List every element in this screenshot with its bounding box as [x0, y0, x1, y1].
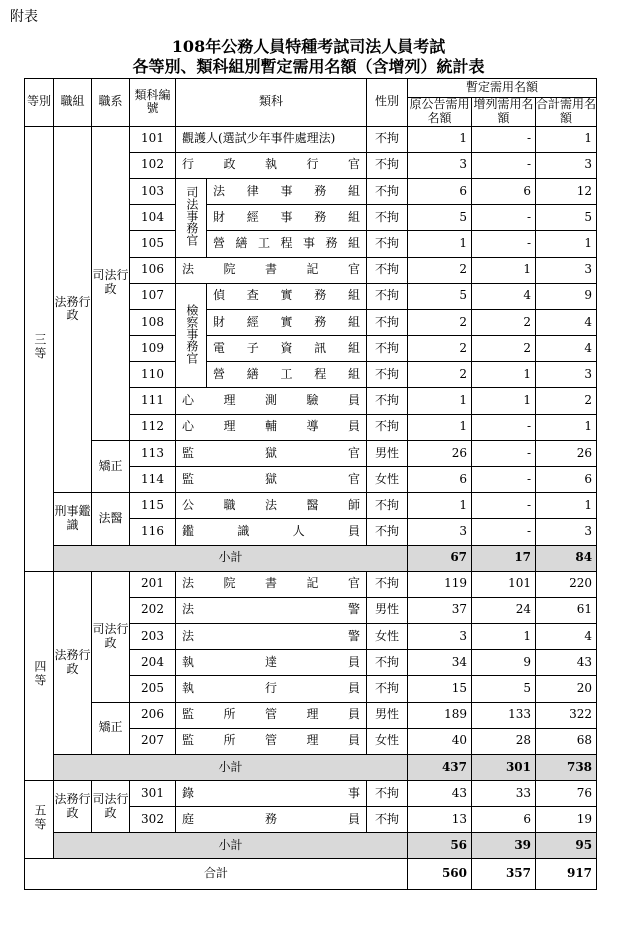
category-no: 201 — [130, 571, 176, 597]
category-no: 202 — [130, 597, 176, 623]
quota-table — [24, 78, 597, 890]
category-no: 204 — [130, 650, 176, 676]
attachment-label: 附表 — [10, 9, 38, 25]
gender: 不拘 — [367, 178, 408, 204]
added-quota: 1 — [472, 388, 536, 414]
gender: 不拘 — [367, 362, 408, 388]
added-quota: 101 — [472, 571, 536, 597]
orig-quota: 40 — [408, 728, 472, 754]
subtotal-label: 小計 — [54, 833, 408, 859]
gender: 女性 — [367, 467, 408, 493]
category-no: 205 — [130, 676, 176, 702]
subtotal-added: 39 — [472, 833, 536, 859]
gender: 不拘 — [367, 519, 408, 545]
duty-group-law-admin: 法務行政 — [54, 780, 92, 832]
added-quota: 4 — [472, 283, 536, 309]
duty-group-forensic: 刑事鑑識 — [54, 493, 92, 545]
gender: 女性 — [367, 728, 408, 754]
category-name: 執行員 — [176, 676, 367, 702]
orig-quota: 1 — [408, 126, 472, 152]
added-quota: - — [472, 414, 536, 440]
subtotal-label: 小計 — [54, 545, 408, 571]
total-quota: 3 — [536, 362, 597, 388]
total-quota: 2 — [536, 388, 597, 414]
total-quota: 322 — [536, 702, 597, 728]
duty-series-judicial-admin: 司法行政 — [92, 571, 130, 702]
category-no: 105 — [130, 231, 176, 257]
gender: 女性 — [367, 623, 408, 649]
header-gender: 性別 — [367, 79, 408, 127]
category-name: 監所管理員 — [176, 702, 367, 728]
header-category-no: 類科編號 — [130, 79, 176, 127]
category-no: 206 — [130, 702, 176, 728]
grand-total-label: 合計 — [25, 859, 408, 890]
subtotal-total: 95 — [536, 833, 597, 859]
page-title: 108年公務人員特種考試司法人員考試 — [171, 37, 446, 56]
category-name: 法律事務組 — [207, 178, 367, 204]
category-name: 偵查實務組 — [207, 283, 367, 309]
orig-quota: 3 — [408, 623, 472, 649]
total-quota: 4 — [536, 309, 597, 335]
orig-quota: 15 — [408, 676, 472, 702]
duty-group-law-admin: 法務行政 — [54, 571, 92, 754]
added-quota: - — [472, 205, 536, 231]
total-quota: 9 — [536, 283, 597, 309]
total-quota: 43 — [536, 650, 597, 676]
grade-3-cell: 三等 — [25, 126, 54, 571]
category-name: 營繕工程組 — [207, 362, 367, 388]
orig-quota: 3 — [408, 152, 472, 178]
grade-4-cell: 四等 — [25, 571, 54, 780]
added-quota: 133 — [472, 702, 536, 728]
gender: 不拘 — [367, 283, 408, 309]
category-name: 營繕工程事務組 — [207, 231, 367, 257]
category-name: 公職法醫師 — [176, 493, 367, 519]
added-quota: 33 — [472, 780, 536, 806]
gender: 不拘 — [367, 205, 408, 231]
category-name: 法院書記官 — [176, 571, 367, 597]
orig-quota: 6 — [408, 178, 472, 204]
orig-quota: 1 — [408, 414, 472, 440]
subtotal-orig: 437 — [408, 754, 472, 780]
category-no: 302 — [130, 807, 176, 833]
total-quota: 20 — [536, 676, 597, 702]
orig-quota: 1 — [408, 231, 472, 257]
orig-quota: 119 — [408, 571, 472, 597]
category-name: 法警 — [176, 597, 367, 623]
added-quota: 2 — [472, 309, 536, 335]
header-duty-group: 職組 — [54, 79, 92, 127]
gender: 不拘 — [367, 126, 408, 152]
total-quota: 4 — [536, 623, 597, 649]
category-no: 101 — [130, 126, 176, 152]
gender: 男性 — [367, 440, 408, 466]
total-quota: 1 — [536, 493, 597, 519]
category-no: 104 — [130, 205, 176, 231]
duty-group-law-admin: 法務行政 — [54, 126, 92, 493]
total-quota: 1 — [536, 414, 597, 440]
total-quota: 220 — [536, 571, 597, 597]
subtotal-total: 738 — [536, 754, 597, 780]
gender: 不拘 — [367, 780, 408, 806]
total-quota: 6 — [536, 467, 597, 493]
subtotal-orig: 56 — [408, 833, 472, 859]
gender: 不拘 — [367, 152, 408, 178]
total-quota: 26 — [536, 440, 597, 466]
orig-quota: 6 — [408, 467, 472, 493]
added-quota: - — [472, 493, 536, 519]
orig-quota: 2 — [408, 362, 472, 388]
gender: 男性 — [367, 597, 408, 623]
gender: 不拘 — [367, 336, 408, 362]
judicial-affairs-officer-label: 司法事務官 — [176, 178, 207, 257]
grand-total-added: 357 — [472, 859, 536, 890]
category-name: 行政執行官 — [176, 152, 367, 178]
header-temp-quota: 暫定需用名額 — [408, 79, 597, 98]
added-quota: - — [472, 440, 536, 466]
category-name: 心理輔導員 — [176, 414, 367, 440]
added-quota: 1 — [472, 623, 536, 649]
orig-quota: 37 — [408, 597, 472, 623]
total-quota: 5 — [536, 205, 597, 231]
gender: 不拘 — [367, 493, 408, 519]
orig-quota: 1 — [408, 388, 472, 414]
gender: 不拘 — [367, 676, 408, 702]
gender: 不拘 — [367, 650, 408, 676]
total-quota: 4 — [536, 336, 597, 362]
category-name: 法院書記官 — [176, 257, 367, 283]
category-no: 116 — [130, 519, 176, 545]
category-no: 108 — [130, 309, 176, 335]
category-no: 112 — [130, 414, 176, 440]
gender: 不拘 — [367, 807, 408, 833]
category-no: 102 — [130, 152, 176, 178]
orig-quota: 13 — [408, 807, 472, 833]
page-subtitle: 各等別、類科組別暫定需用名額（含增列）統計表 — [132, 57, 485, 76]
grand-total-total: 917 — [536, 859, 597, 890]
header-duty-series: 職系 — [92, 79, 130, 127]
total-quota: 1 — [536, 126, 597, 152]
orig-quota: 3 — [408, 519, 472, 545]
gender: 不拘 — [367, 309, 408, 335]
category-name: 監獄官 — [176, 440, 367, 466]
duty-series-judicial-admin: 司法行政 — [92, 780, 130, 832]
category-name: 法警 — [176, 623, 367, 649]
subtotal-orig: 67 — [408, 545, 472, 571]
total-quota: 19 — [536, 807, 597, 833]
category-name: 監所管理員 — [176, 728, 367, 754]
category-no: 106 — [130, 257, 176, 283]
category-no: 111 — [130, 388, 176, 414]
grade-5-cell: 五等 — [25, 780, 54, 858]
category-name: 財經事務組 — [207, 205, 367, 231]
gender: 男性 — [367, 702, 408, 728]
total-quota: 3 — [536, 257, 597, 283]
category-no: 114 — [130, 467, 176, 493]
added-quota: - — [472, 467, 536, 493]
duty-series-forensic-med: 法醫 — [92, 493, 130, 545]
category-no: 110 — [130, 362, 176, 388]
prosecution-affairs-officer-label: 檢察事務官 — [176, 283, 207, 388]
orig-quota: 2 — [408, 309, 472, 335]
category-name: 觀護人(選試少年事件處理法) — [176, 126, 367, 152]
category-name: 錄事 — [176, 780, 367, 806]
orig-quota: 1 — [408, 493, 472, 519]
orig-quota: 5 — [408, 283, 472, 309]
category-name: 鑑識人員 — [176, 519, 367, 545]
orig-quota: 26 — [408, 440, 472, 466]
category-no: 113 — [130, 440, 176, 466]
subtotal-added: 17 — [472, 545, 536, 571]
category-no: 107 — [130, 283, 176, 309]
total-quota: 68 — [536, 728, 597, 754]
header-orig: 原公告需用名額 — [409, 97, 470, 125]
gender: 不拘 — [367, 257, 408, 283]
category-name: 電子資訊組 — [207, 336, 367, 362]
duty-series-judicial-admin: 司法行政 — [92, 126, 130, 440]
orig-quota: 189 — [408, 702, 472, 728]
added-quota: 5 — [472, 676, 536, 702]
category-no: 203 — [130, 623, 176, 649]
gender: 不拘 — [367, 414, 408, 440]
category-name: 監獄官 — [176, 467, 367, 493]
added-quota: 24 — [472, 597, 536, 623]
category-no: 207 — [130, 728, 176, 754]
subtotal-label: 小計 — [54, 754, 408, 780]
orig-quota: 43 — [408, 780, 472, 806]
subtotal-total: 84 — [536, 545, 597, 571]
total-quota: 12 — [536, 178, 597, 204]
gender: 不拘 — [367, 231, 408, 257]
header-category: 類科 — [176, 79, 367, 127]
orig-quota: 5 — [408, 205, 472, 231]
total-quota: 3 — [536, 152, 597, 178]
total-quota: 3 — [536, 519, 597, 545]
added-quota: 1 — [472, 257, 536, 283]
subtotal-added: 301 — [472, 754, 536, 780]
orig-quota: 34 — [408, 650, 472, 676]
gender: 不拘 — [367, 388, 408, 414]
added-quota: 9 — [472, 650, 536, 676]
added-quota: 6 — [472, 807, 536, 833]
category-name: 財經實務組 — [207, 309, 367, 335]
duty-series-corrections: 矯正 — [92, 440, 130, 492]
category-name: 心理測驗員 — [176, 388, 367, 414]
category-no: 301 — [130, 780, 176, 806]
duty-series-corrections: 矯正 — [92, 702, 130, 754]
added-quota: - — [472, 126, 536, 152]
header-added: 增列需用名額 — [473, 97, 534, 125]
added-quota: 28 — [472, 728, 536, 754]
total-quota: 61 — [536, 597, 597, 623]
added-quota: 6 — [472, 178, 536, 204]
header-grade: 等別 — [25, 79, 54, 127]
added-quota: - — [472, 519, 536, 545]
category-no: 115 — [130, 493, 176, 519]
added-quota: - — [472, 231, 536, 257]
orig-quota: 2 — [408, 336, 472, 362]
added-quota: 1 — [472, 362, 536, 388]
category-no: 109 — [130, 336, 176, 362]
category-name: 執達員 — [176, 650, 367, 676]
added-quota: 2 — [472, 336, 536, 362]
grand-total-orig: 560 — [408, 859, 472, 890]
category-no: 103 — [130, 178, 176, 204]
gender: 不拘 — [367, 571, 408, 597]
total-quota: 76 — [536, 780, 597, 806]
orig-quota: 2 — [408, 257, 472, 283]
header-total: 合計需用名額 — [536, 97, 597, 125]
total-quota: 1 — [536, 231, 597, 257]
added-quota: - — [472, 152, 536, 178]
category-name: 庭務員 — [176, 807, 367, 833]
